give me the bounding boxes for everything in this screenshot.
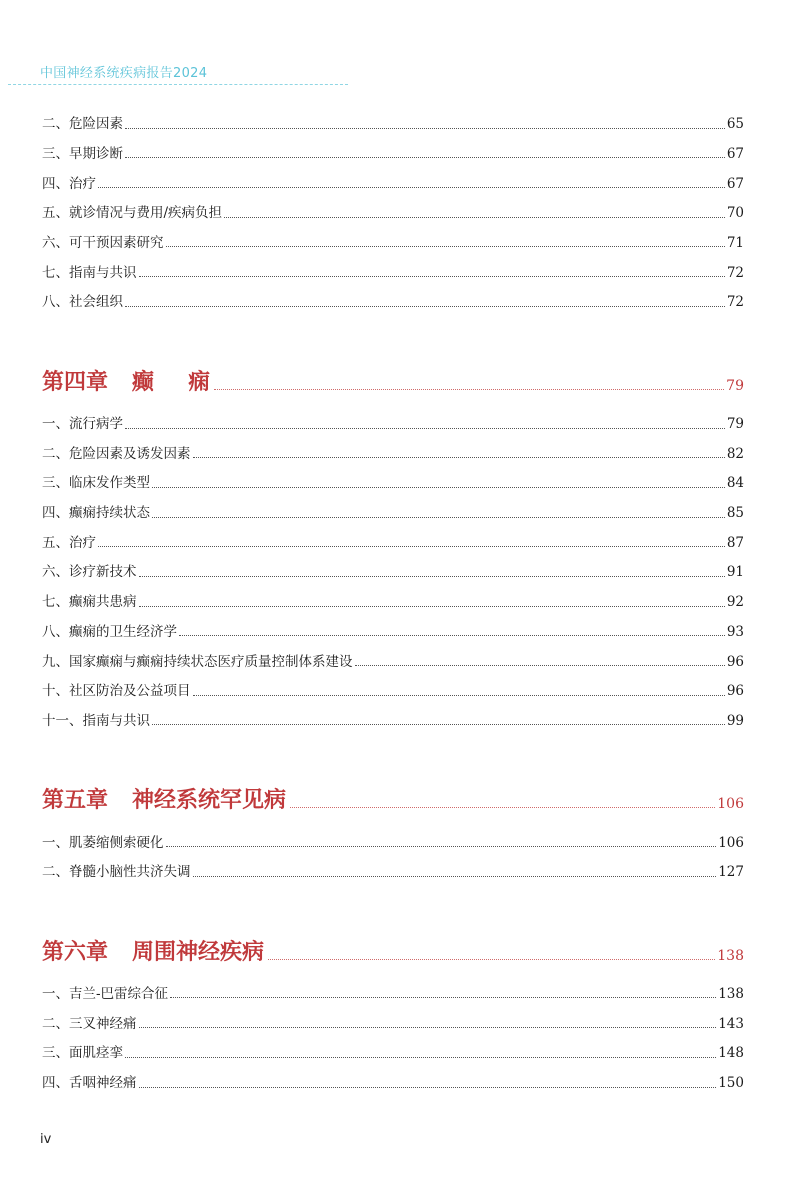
- leader-dots: [152, 724, 725, 725]
- chapter-number: 第五章: [42, 787, 109, 814]
- toc-entry[interactable]: [42, 163, 744, 193]
- leader-dots: [179, 635, 725, 636]
- toc-entry[interactable]: [42, 282, 744, 312]
- toc-entry-label: 八、癫痫的卫生经济学: [42, 623, 177, 640]
- toc-entry[interactable]: [42, 641, 744, 671]
- chapter-heading-4[interactable]: [42, 360, 744, 396]
- leader-dots: [125, 306, 725, 307]
- toc-entry[interactable]: [42, 493, 744, 523]
- chapter-number: 第六章: [42, 938, 109, 965]
- toc-entry[interactable]: [42, 701, 744, 731]
- chapter-4-entries: [42, 404, 744, 731]
- chapter-6-entries: [42, 974, 744, 1093]
- toc-entry-label: 二、脊髓小脑性共济失调: [42, 864, 191, 881]
- leader-dots: [166, 846, 717, 847]
- leader-dots: [193, 695, 725, 696]
- toc-entry-page: 127: [718, 864, 744, 881]
- toc-entry[interactable]: [42, 671, 744, 701]
- toc-entry-page: 85: [726, 505, 744, 522]
- toc-entry-label: 四、癫痫持续状态: [42, 505, 150, 522]
- toc-entry[interactable]: [42, 974, 744, 1004]
- toc-entry-page: 93: [726, 623, 744, 640]
- toc-entry-label: 三、临床发作类型: [42, 475, 150, 492]
- toc-entry-label: 七、癫痫共患病: [42, 594, 137, 611]
- running-header-title: 中国神经系统疾病报告2024: [40, 66, 208, 81]
- toc-entry-label: 六、可干预因素研究: [42, 234, 164, 251]
- toc-entry[interactable]: [42, 463, 744, 493]
- toc-entry[interactable]: [42, 852, 744, 882]
- toc-entry-page: 71: [726, 234, 744, 251]
- leader-dots: [98, 187, 725, 188]
- chapter-title: 癫痫: [132, 368, 245, 395]
- toc-entry-label: 二、危险因素及诱发因素: [42, 445, 191, 462]
- toc-entry-label: 三、面肌痉挛: [42, 1045, 123, 1062]
- toc-entry-page: 143: [718, 1015, 744, 1032]
- intro-entries: [42, 104, 744, 312]
- toc-entry-page: 72: [726, 264, 744, 281]
- chapter-page: 106: [717, 796, 744, 813]
- toc-entry-page: 150: [718, 1075, 744, 1091]
- toc-entry-page: 65: [726, 116, 744, 133]
- toc-entry-page: 79: [726, 416, 744, 432]
- toc-entry-label: 四、治疗: [42, 175, 96, 192]
- table-of-contents: [42, 104, 744, 1093]
- leader-dots: [125, 428, 725, 429]
- leader-dots: [193, 876, 717, 877]
- leader-dots: [139, 1087, 717, 1088]
- toc-entry[interactable]: [42, 523, 744, 553]
- chapter-title: 周围神经疾病: [132, 938, 265, 965]
- toc-entry-page: 138: [718, 985, 744, 1002]
- toc-entry[interactable]: [42, 193, 744, 223]
- chapter-heading-5[interactable]: [42, 778, 744, 814]
- toc-entry-label: 八、社会组织: [42, 294, 123, 311]
- chapter-number: 第四章: [42, 368, 109, 395]
- toc-entry-label: 四、舌咽神经痛: [42, 1075, 137, 1091]
- toc-entry[interactable]: [42, 822, 744, 852]
- leader-dots: [139, 1027, 717, 1028]
- toc-entry-page: 96: [726, 653, 744, 670]
- toc-entry-page: 84: [726, 475, 744, 492]
- toc-entry-page: 148: [718, 1045, 744, 1062]
- toc-entry-label: 七、指南与共识: [42, 264, 137, 281]
- toc-entry-label: 十、社区防治及公益项目: [42, 683, 191, 700]
- leader-dots: [170, 997, 716, 998]
- leader-dots: [125, 128, 725, 129]
- toc-entry-page: 67: [726, 145, 744, 162]
- toc-entry-label: 二、三叉神经痛: [42, 1015, 137, 1032]
- toc-entry-page: 106: [718, 834, 744, 851]
- leader-dots: [125, 157, 725, 158]
- leader-dots: [125, 1057, 716, 1058]
- chapter-title: 神经系统罕见病: [132, 787, 287, 814]
- toc-entry[interactable]: [42, 612, 744, 642]
- toc-entry-page: 72: [726, 294, 744, 311]
- toc-entry-label: 五、治疗: [42, 534, 96, 551]
- toc-entry-label: 五、就诊情况与费用/疾病负担: [42, 205, 223, 222]
- chapter-heading-6[interactable]: [42, 930, 744, 966]
- toc-entry[interactable]: [42, 223, 744, 253]
- chapter-page: 138: [717, 947, 744, 964]
- toc-entry-label: 一、流行病学: [42, 416, 123, 432]
- toc-entry-label: 一、吉兰-巴雷综合征: [42, 985, 169, 1002]
- leader-dots: [152, 517, 725, 518]
- leader-dots: [193, 457, 725, 458]
- toc-entry-page: 91: [726, 564, 744, 581]
- toc-entry-label: 二、危险因素: [42, 116, 123, 133]
- toc-entry-page: 87: [726, 534, 744, 551]
- toc-entry[interactable]: [42, 1003, 744, 1033]
- chapter-page: 79: [726, 377, 744, 394]
- toc-entry[interactable]: [42, 1033, 744, 1063]
- toc-entry[interactable]: [42, 1063, 744, 1093]
- toc-entry[interactable]: [42, 104, 744, 134]
- toc-entry-page: 67: [726, 175, 744, 192]
- leader-dots: [152, 487, 725, 488]
- toc-entry-page: 99: [726, 712, 744, 729]
- toc-entry-page: 96: [726, 683, 744, 700]
- leader-dots: [166, 246, 725, 247]
- toc-entry-page: 70: [726, 205, 744, 222]
- leader-dots: [139, 576, 725, 577]
- page-number: iv: [40, 1132, 52, 1147]
- toc-entry-page: 92: [726, 594, 744, 611]
- leader-dots: [98, 546, 725, 547]
- leader-dots: [268, 959, 715, 960]
- header-dashed-rule: [8, 84, 348, 85]
- leader-dots: [290, 807, 715, 808]
- toc-entry[interactable]: [42, 134, 744, 164]
- toc-entry-label: 一、肌萎缩侧索硬化: [42, 834, 164, 851]
- leader-dots: [139, 606, 725, 607]
- toc-entry-label: 十一、指南与共识: [42, 712, 150, 729]
- leader-dots: [214, 389, 724, 390]
- toc-entry[interactable]: [42, 252, 744, 282]
- toc-entry[interactable]: [42, 404, 744, 434]
- toc-entry-page: 82: [726, 445, 744, 462]
- leader-dots: [139, 276, 725, 277]
- toc-entry[interactable]: [42, 582, 744, 612]
- chapter-5-entries: [42, 822, 744, 881]
- toc-entry-label: 九、国家癫痫与癫痫持续状态医疗质量控制体系建设: [42, 653, 353, 670]
- leader-dots: [224, 217, 725, 218]
- toc-entry[interactable]: [42, 434, 744, 464]
- leader-dots: [355, 665, 725, 666]
- toc-entry-label: 六、诊疗新技术: [42, 564, 137, 581]
- toc-entry-label: 三、早期诊断: [42, 145, 123, 162]
- toc-entry[interactable]: [42, 552, 744, 582]
